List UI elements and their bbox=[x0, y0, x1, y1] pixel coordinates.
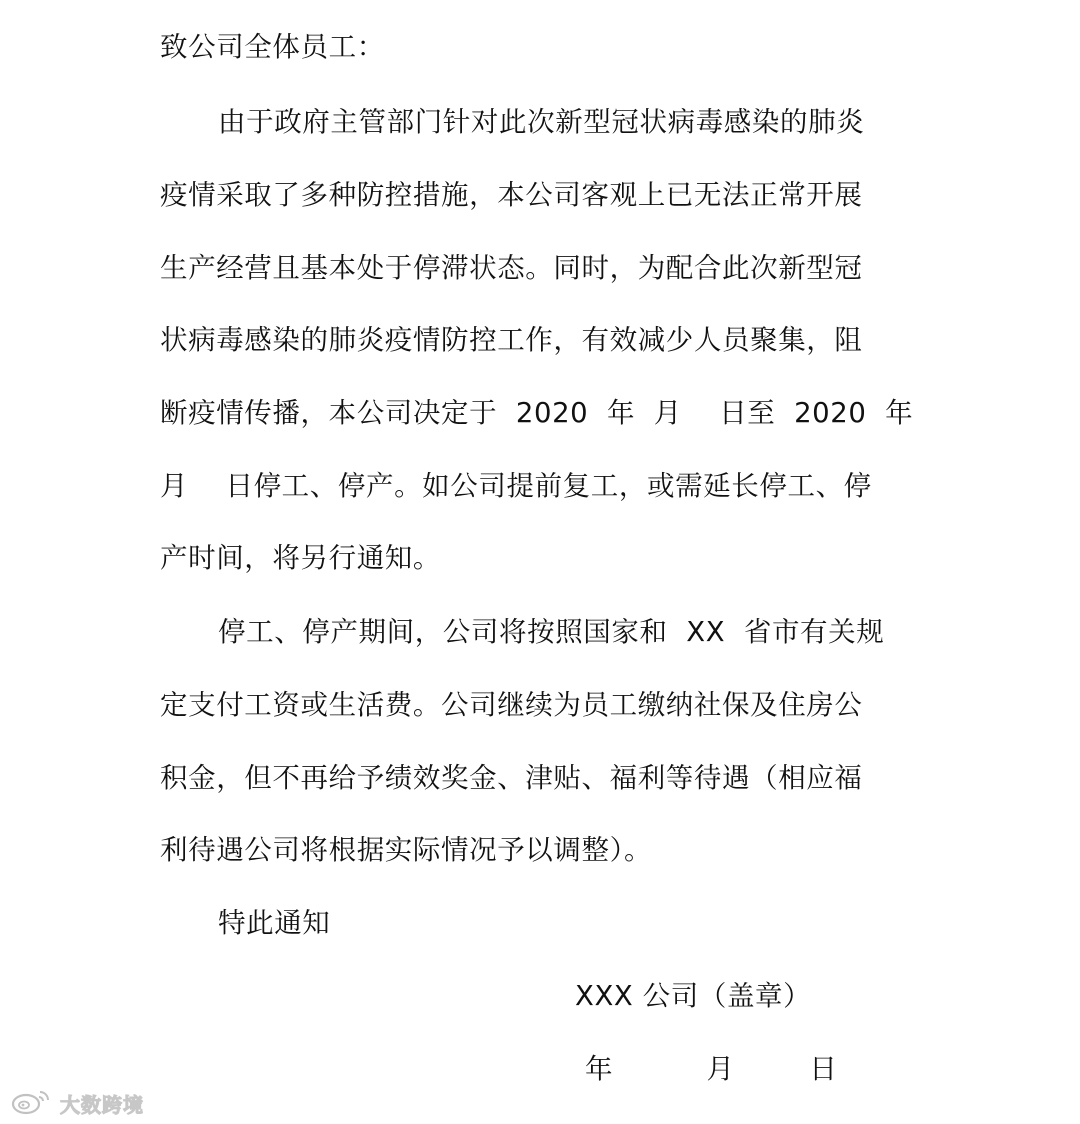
paragraph-1-line-6: 月 日停工、停产。如公司提前复工，或需延长停工、停 bbox=[160, 470, 872, 502]
paragraph-2-line-4: 利待遇公司将根据实际情况予以调整）。 bbox=[160, 834, 653, 866]
closing-text: 特此通知 bbox=[218, 907, 331, 939]
watermark bbox=[10, 1086, 144, 1120]
company-signature: XXX 公司（盖章） bbox=[575, 980, 812, 1012]
paragraph-1-line-4: 状病毒感染的肺炎疫情防控工作，有效减少人员聚集，阻 bbox=[160, 324, 863, 356]
paragraph-1-line-7: 产时间，将另行通知。 bbox=[160, 542, 441, 574]
paragraph-1-line-1: 由于政府主管部门针对此次新型冠状病毒感染的肺炎 bbox=[218, 106, 865, 138]
paragraph-2-line-1: 停工、停产期间，公司将按照国家和 XX 省市有关规 bbox=[218, 616, 885, 648]
paragraph-1-line-5: 断疫情传播，本公司决定于 2020 年 月 日至 2020 年 bbox=[160, 397, 914, 429]
salutation: 致公司全体员工： bbox=[160, 31, 385, 63]
watermark-text: 大数跨境 bbox=[60, 1092, 144, 1117]
date-line: 年 月 日 bbox=[585, 1053, 838, 1085]
weibo-logo-icon bbox=[10, 1086, 54, 1120]
paragraph-1-line-3: 生产经营且基本处于停滞状态。同时，为配合此次新型冠 bbox=[160, 252, 863, 284]
paragraph-2-line-3: 积金，但不再给予绩效奖金、津贴、福利等待遇（相应福 bbox=[160, 762, 863, 794]
paragraph-1-line-2: 疫情采取了多种防控措施，本公司客观上已无法正常开展 bbox=[160, 179, 863, 211]
paragraph-2-line-2: 定支付工资或生活费。公司继续为员工缴纳社保及住房公 bbox=[160, 689, 863, 721]
